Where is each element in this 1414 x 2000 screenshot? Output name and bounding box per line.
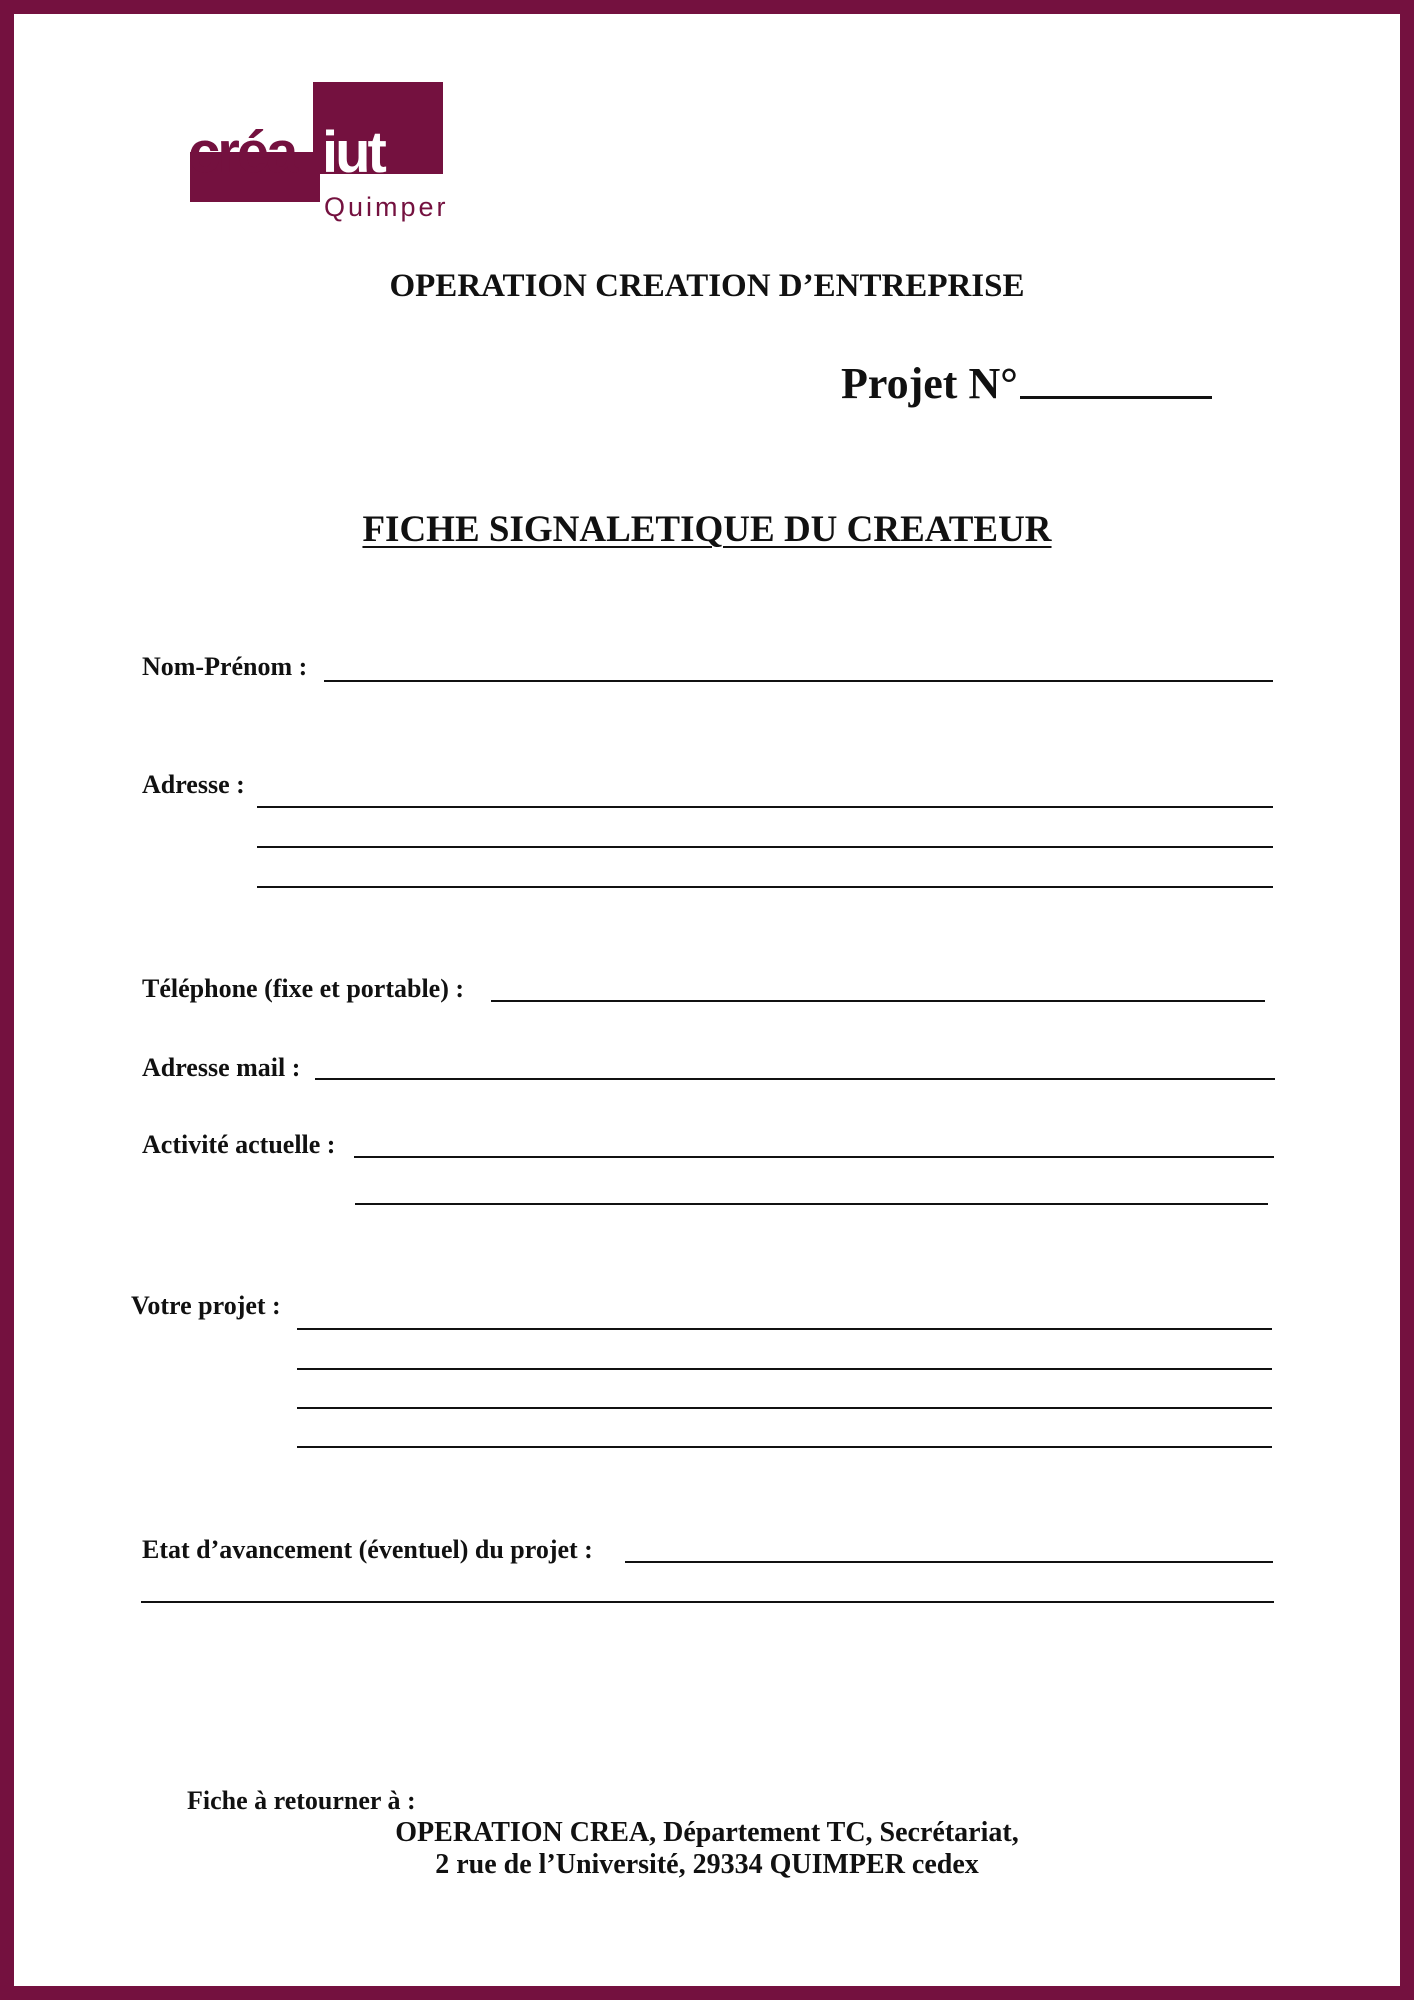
activite-field-line-1[interactable] — [354, 1156, 1274, 1158]
telephone-field[interactable] — [491, 1000, 1265, 1002]
votre-projet-field-line-3[interactable] — [297, 1407, 1272, 1409]
nom-prenom-label: Nom-Prénom : — [142, 652, 308, 681]
logo-brand-suffix: iut — [322, 120, 384, 185]
votre-projet-field-line-2[interactable] — [297, 1368, 1272, 1370]
footer-lead: Fiche à retourner à : — [187, 1786, 416, 1815]
logo-brand: créa — [188, 120, 296, 185]
adresse-label: Adresse : — [142, 770, 245, 799]
votre-projet-field-line-1[interactable] — [297, 1328, 1272, 1330]
adresse-field-line-2[interactable] — [257, 846, 1273, 848]
adresse-field-line-3[interactable] — [257, 886, 1273, 888]
document-title: OPERATION CREATION D’ENTREPRISE — [389, 268, 1025, 304]
form-heading-text: FICHE SIGNALETIQUE DU CREATEUR — [362, 509, 1052, 550]
footer-address-line-1: OPERATION CREA, Département TC, Secrétariat, — [395, 1817, 1019, 1848]
etat-avancement-field-line-2[interactable] — [141, 1601, 1274, 1603]
adresse-field-line-1[interactable] — [257, 806, 1273, 808]
activite-field-line-2[interactable] — [355, 1203, 1268, 1205]
votre-projet-label: Votre projet : — [131, 1291, 281, 1320]
nom-prenom-field[interactable] — [324, 680, 1273, 682]
telephone-label: Téléphone (fixe et portable) : — [142, 974, 465, 1003]
etat-avancement-label: Etat d’avancement (éventuel) du projet : — [142, 1535, 593, 1564]
activite-label: Activité actuelle : — [142, 1130, 336, 1159]
mail-label: Adresse mail : — [142, 1053, 301, 1082]
etat-avancement-field-line-1[interactable] — [625, 1561, 1273, 1563]
projet-number — [841, 358, 1212, 409]
creaiut-logo — [176, 76, 476, 226]
footer-address-line-2: 2 rue de l’Université, 29334 QUIMPER cedex — [435, 1849, 979, 1880]
form-heading — [14, 508, 1400, 551]
votre-projet-field-line-4[interactable] — [297, 1446, 1272, 1448]
mail-field[interactable] — [315, 1078, 1275, 1080]
logo-city: Quimper — [324, 192, 449, 222]
projet-number-field[interactable] — [1020, 396, 1212, 399]
projet-label: Projet N° — [841, 359, 1018, 408]
